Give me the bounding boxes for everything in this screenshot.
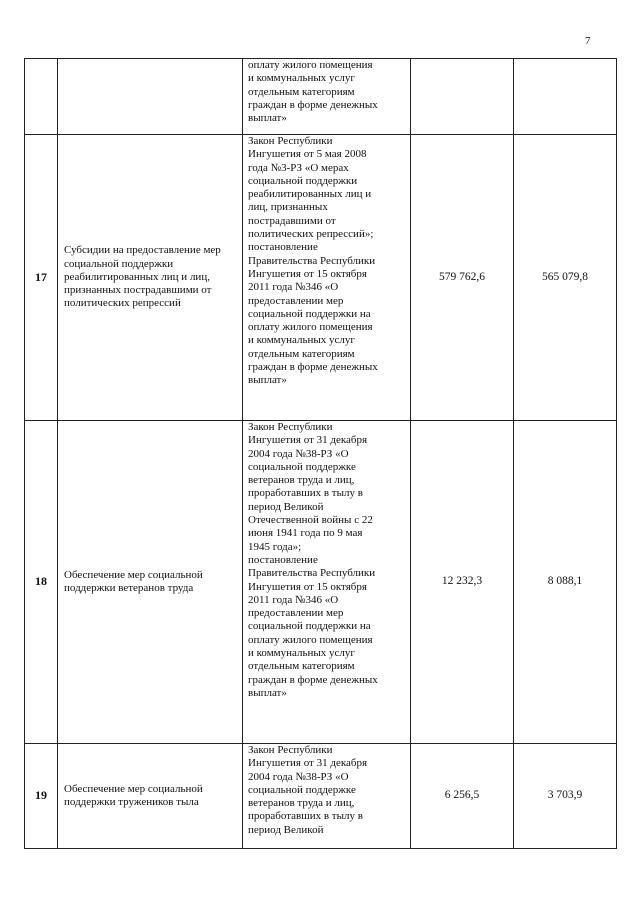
amount-1: 6 256,5 xyxy=(411,744,514,849)
legal-basis xyxy=(243,744,411,849)
legal-basis xyxy=(243,135,411,421)
row-number: 19 xyxy=(25,744,58,849)
row-number xyxy=(25,59,58,135)
amount-1 xyxy=(411,59,514,135)
legal-basis-text: Закон Республики Ингушетия от 5 мая 2008 года №3-РЗ «О мерах социальной поддержки реабилитированных лиц и лиц, признанных пострадавшими от политических репрессий»; постановление Правительства Республики Ингушетия от 15 октября 2011 года №346 «О предоставлении мер социальной поддержки на оплату жилого помещения и коммунальных услуг отдельным категориям граждан в форме денежных выплат» xyxy=(248,135,378,387)
expenditure-name xyxy=(58,59,243,135)
expenditure-name: Субсидии на предоставление мер социальной поддержки реабилитированных лиц и лиц, признанных пострадавшими от политических репрессий xyxy=(58,135,243,421)
expenditure-table xyxy=(24,58,617,849)
row-number: 17 xyxy=(25,135,58,421)
expenditure-name: Обеспечение мер социальной поддержки ветеранов труда xyxy=(58,421,243,744)
expenditure-name: Обеспечение мер социальной поддержки тружеников тыла xyxy=(58,744,243,849)
table-row xyxy=(25,135,617,421)
legal-basis xyxy=(243,59,411,135)
table-row xyxy=(25,744,617,849)
legal-basis-text: Закон Республики Ингушетия от 31 декабря 2004 года №38-РЗ «О социальной поддержке ветеранов труда и лиц, проработавших в тылу в период Великой xyxy=(248,744,368,836)
amount-1: 12 232,3 xyxy=(411,421,514,744)
table-row xyxy=(25,59,617,135)
amount-2: 3 703,9 xyxy=(514,744,617,849)
amount-1: 579 762,6 xyxy=(411,135,514,421)
amount-2: 8 088,1 xyxy=(514,421,617,744)
legal-basis-text: оплату жилого помещения и коммунальных услуг отдельным категориям граждан в форме денежных выплат» xyxy=(248,59,378,125)
amount-2: 565 079,8 xyxy=(514,135,617,421)
legal-basis-text: Закон Республики Ингушетия от 31 декабря 2004 года №38-РЗ «О социальной поддержке ветеранов труда и лиц, проработавших в тылу в период Великой Отечественной войны с 22 июня 1941 года по 9 мая 1945 года»; постановление Правительства Республики Ингушетия от 15 октября 2011 года №346 «О предоставлении мер социальной поддержки на оплату жилого помещения и коммунальных услуг отдельным категориям граждан в форме денежных выплат» xyxy=(248,421,378,699)
amount-2 xyxy=(514,59,617,135)
page-number: 7 xyxy=(585,35,591,47)
legal-basis xyxy=(243,421,411,744)
row-number: 18 xyxy=(25,421,58,744)
table-row xyxy=(25,421,617,744)
